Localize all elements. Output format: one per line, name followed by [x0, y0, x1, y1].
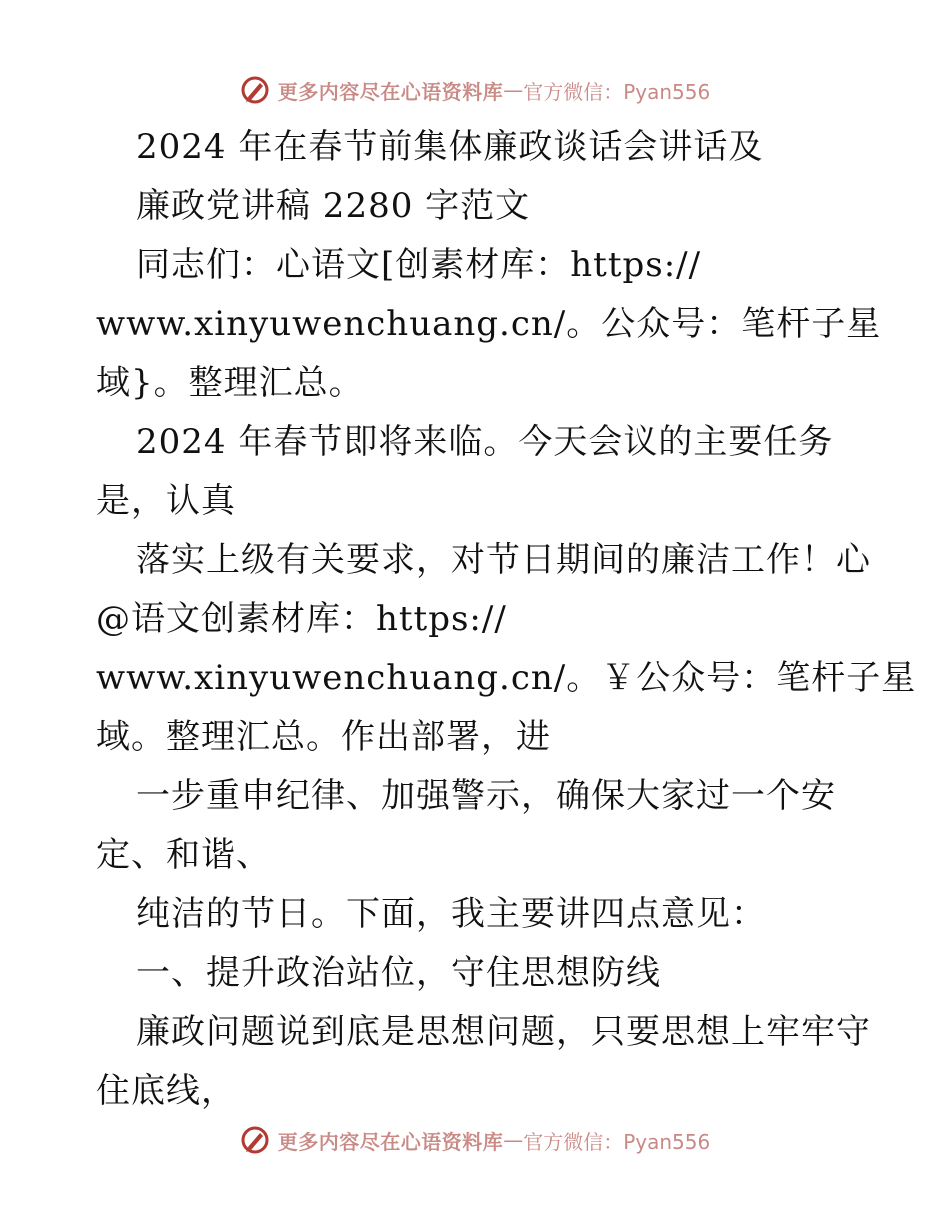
banner-separator: — — [503, 78, 524, 102]
document-line: 域}。整理汇总。 — [96, 363, 364, 403]
document-line: 域。整理汇总。作出部署，进 — [96, 717, 551, 757]
document-line: 纯洁的节日。下面，我主要讲四点意见： — [136, 894, 766, 934]
header-banner — [0, 70, 950, 110]
document-line: 定、和谐、 — [96, 835, 271, 875]
quill-logo-icon — [240, 75, 270, 105]
banner-contact-text: 官方微信：Pyan556 — [523, 1129, 711, 1154]
document-line: 是，认真 — [96, 481, 236, 521]
banner-contact-text: 官方微信：Pyan556 — [523, 79, 711, 104]
document-line: 廉政党讲稿 2280 字范文 — [136, 186, 531, 226]
quill-logo-icon — [240, 1125, 270, 1155]
document-line: 一、提升政治站位，守住思想防线 — [136, 953, 661, 993]
banner-site-text: 更多内容尽在心语资料库 — [277, 79, 504, 104]
document-line: 住底线， — [96, 1071, 236, 1111]
document-line: 一步重申纪律、加强警示，确保大家过一个安 — [136, 776, 836, 816]
document-line: 2024 年在春节前集体廉政谈话会讲话及 — [136, 127, 764, 167]
document-line: 廉政问题说到底是思想问题，只要思想上牢牢守 — [136, 1012, 871, 1052]
banner-separator: — — [503, 1128, 524, 1152]
document-line: 同志们：心语文[创素材库：https:// — [136, 245, 702, 285]
banner-site-text: 更多内容尽在心语资料库 — [277, 1129, 504, 1154]
footer-banner — [0, 1120, 950, 1160]
document-body — [96, 118, 917, 1121]
document-line: 落实上级有关要求，对节日期间的廉洁工作！心 — [136, 540, 871, 580]
document-line: 2024 年春节即将来临。今天会议的主要任务 — [136, 422, 834, 462]
document-line: www.xinyuwenchuang.cn/。公众号：笔杆子星 — [96, 304, 882, 344]
document-line: @语文创素材库：https:// — [96, 599, 507, 639]
document-line: www.xinyuwenchuang.cn/。￥公众号：笔杆子星 — [96, 658, 917, 698]
